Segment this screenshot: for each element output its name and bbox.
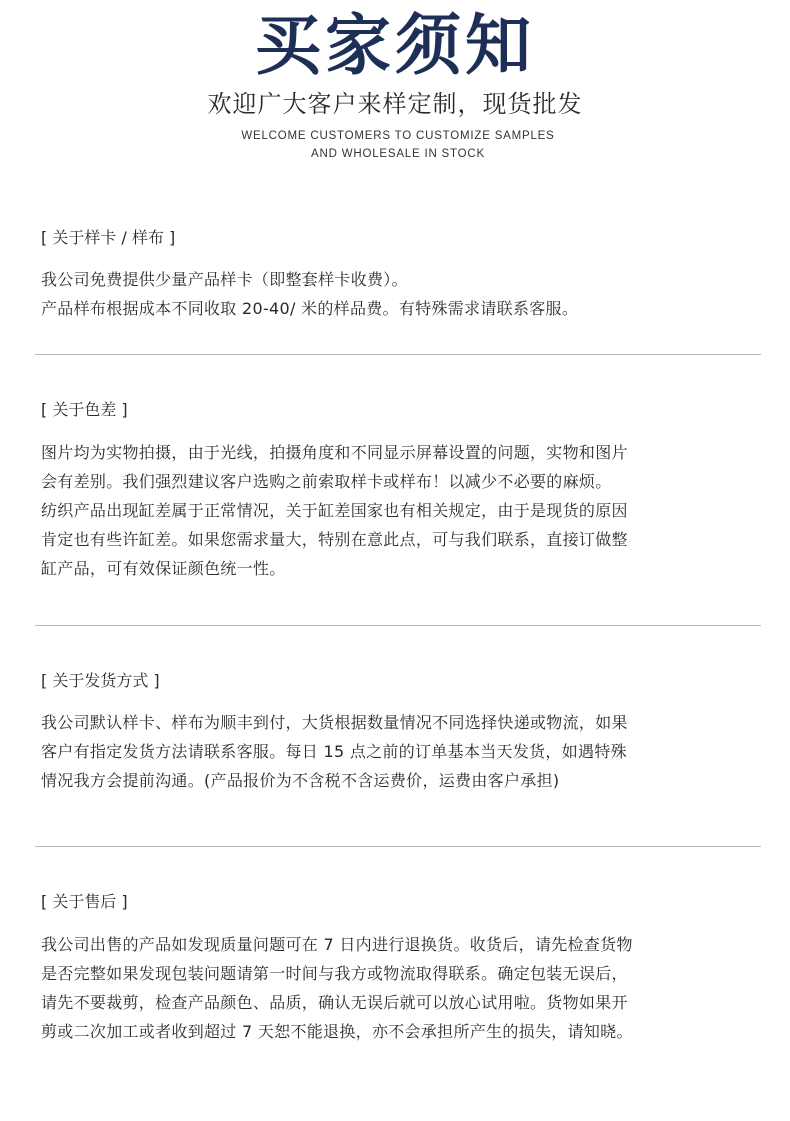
page-title: 买家须知 [255,7,535,84]
section-heading-after-sales: [ 关于售后 ] [41,892,128,911]
section-body-samples [41,265,741,323]
body-line: 请先不要裁剪，检查产品颜色、品质，确认无误后就可以放心试用啦。货物如果开 [41,993,628,1012]
section-body-shipping [41,708,741,795]
section-body-color-difference [41,438,741,583]
body-line: 是否完整如果发现包装问题请第一时间与我方或物流取得联系。确定包装无误后， [41,964,628,983]
body-line: 会有差别。我们强烈建议客户选购之前索取样卡或样布！以减少不必要的麻烦。 [41,472,612,491]
body-line: 图片均为实物拍摄，由于光线，拍摄角度和不同显示屏幕设置的问题，实物和图片 [41,443,628,462]
page-subtitle: 欢迎广大客户来样定制，现货批发 [207,90,583,118]
body-line: 产品样布根据成本不同收取 20-40/ 米的样品费。有特殊需求请联系客服。 [41,299,579,318]
section-divider [35,354,761,355]
section-body-after-sales [41,930,741,1046]
section-heading-samples: [ 关于样卡 / 样布 ] [41,228,176,247]
section-divider [35,846,761,847]
body-line: 客户有指定发货方法请联系客服。每日 15 点之前的订单基本当天发货，如遇特殊 [41,742,627,761]
body-line: 情况我方会提前沟通。(产品报价为不含税不含运费价，运费由客户承担) [41,771,560,790]
english-subtitle-line-2: AND WHOLESALE IN STOCK [311,148,485,160]
body-line: 我公司默认样卡、样布为顺丰到付，大货根据数量情况不同选择快递或物流，如果 [41,713,628,732]
section-heading-color-difference: [ 关于色差 ] [41,400,128,419]
body-line: 我公司出售的产品如发现质量问题可在 7 日内进行退换货。收货后，请先检查货物 [41,935,633,954]
section-heading-shipping: [ 关于发货方式 ] [41,671,160,690]
body-line: 纺织产品出现缸差属于正常情况，关于缸差国家也有相关规定，由于是现货的原因 [41,501,628,520]
body-line: 肯定也有些许缸差。如果您需求量大，特别在意此点，可与我们联系，直接订做整 [41,530,628,549]
section-divider [35,625,761,626]
english-subtitle-line-1: WELCOME CUSTOMERS TO CUSTOMIZE SAMPLES [241,130,555,142]
body-line: 剪或二次加工或者收到超过 7 天恕不能退换，亦不会承担所产生的损失，请知晓。 [41,1022,633,1041]
body-line: 我公司免费提供少量产品样卡（即整套样卡收费）。 [41,270,408,289]
body-line: 缸产品，可有效保证颜色统一性。 [41,559,286,578]
